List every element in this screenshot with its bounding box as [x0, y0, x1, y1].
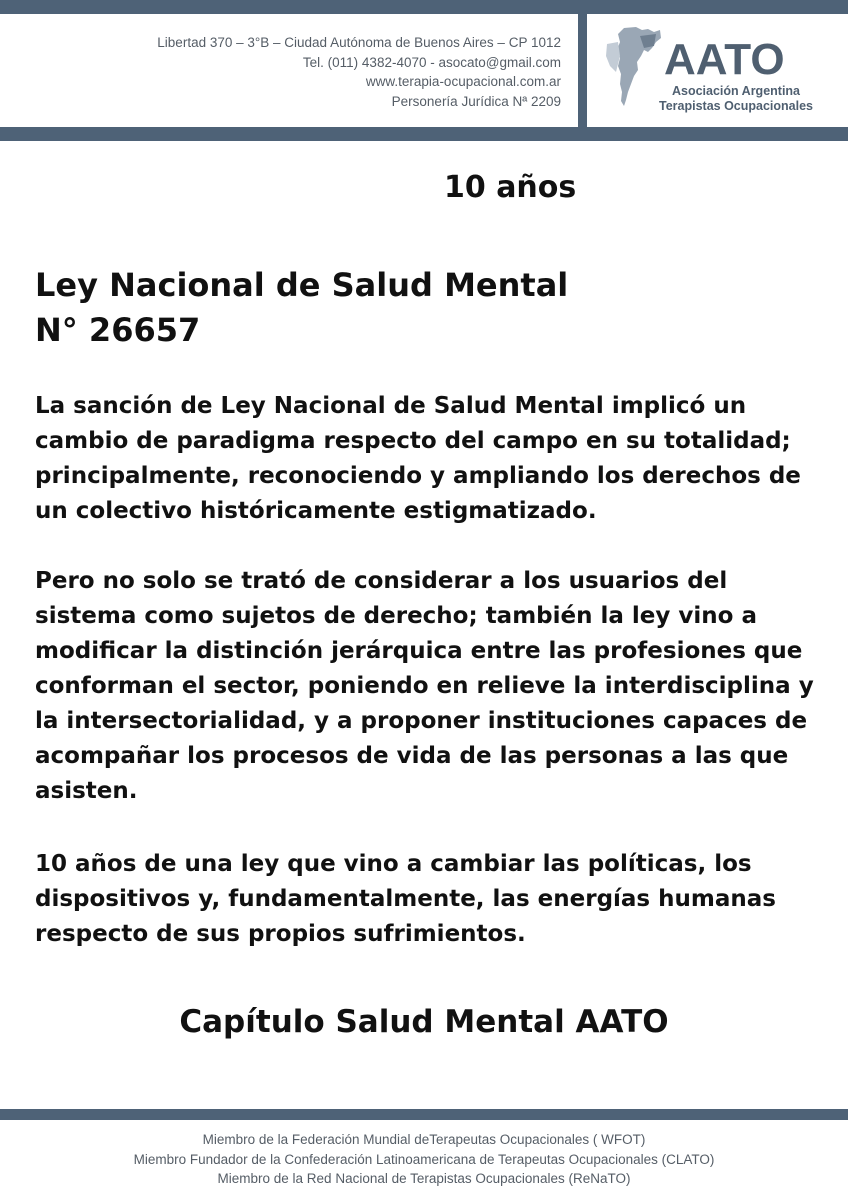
paragraph-line: sistema como sujetos de derecho; también la ley vino a — [35, 603, 757, 629]
header-divider — [578, 14, 587, 127]
footer-memberships — [0, 1130, 848, 1189]
aato-logo — [604, 26, 824, 116]
membership-wfot: Miembro de la Federación Mundial deTerapeutas Ocupacionales ( WFOT) — [202, 1132, 646, 1147]
paragraph-line: cambio de paradigma respecto del campo en su totalidad; — [35, 428, 791, 454]
paragraph-line: La sanción de Ley Nacional de Salud Mental implicó un — [35, 393, 747, 419]
top-band — [0, 0, 848, 14]
paragraph-line: un colectivo históricamente estigmatizado. — [35, 498, 597, 524]
law-number: N° 26657 — [35, 311, 201, 349]
paragraph-line: modificar la distinción jerárquica entre las profesiones que — [35, 638, 803, 664]
membership-renato: Miembro de la Red Nacional de Terapistas Ocupacionales (ReNaTO) — [217, 1171, 631, 1186]
footer-band — [0, 1109, 848, 1120]
paragraph-line: 10 años de una ley que vino a cambiar las políticas, los — [35, 851, 752, 877]
logo-subtitle-line: Asociación Argentina — [671, 84, 801, 98]
logo-subtitle-line: Terapistas Ocupacionales — [659, 99, 813, 113]
paragraph-line: asisten. — [35, 778, 138, 804]
paragraph-line: dispositivos y, fundamentalmente, las energías humanas — [35, 886, 776, 912]
logo-acronym: AATO — [664, 35, 785, 84]
membership-clato: Miembro Fundador de la Confederación Latinoamericana de Terapeutas Ocupacionales (CLATO) — [133, 1151, 715, 1167]
paragraph-line: Pero no solo se trató de considerar a los usuarios del — [35, 568, 728, 594]
logo-subtitle — [648, 84, 824, 114]
anniversary-heading: 10 años — [444, 170, 577, 205]
contact-legal-registration: Personería Jurídica Nª 2209 — [391, 93, 561, 109]
contact-website: www.terapia-ocupacional.com.ar — [365, 74, 561, 89]
paragraph-1 — [35, 389, 801, 529]
paragraph-line: conforman el sector, poniendo en relieve la interdisciplina y — [35, 673, 814, 699]
law-title — [35, 263, 568, 353]
paragraph-line: principalmente, reconociendo y ampliando los derechos de — [35, 463, 801, 489]
law-title-line: Ley Nacional de Salud Mental — [35, 266, 569, 304]
contact-info — [157, 33, 561, 111]
letterhead — [0, 14, 848, 127]
paragraph-3 — [35, 847, 776, 952]
contact-address: Libertad 370 – 3°B – Ciudad Autónoma de Buenos Aires – CP 1012 — [157, 35, 561, 50]
header-band — [0, 127, 848, 141]
paragraph-line: respecto de sus propios sufrimientos. — [35, 921, 526, 947]
contact-phone-email: Tel. (011) 4382-4070 - asocato@gmail.com — [302, 54, 561, 70]
paragraph-line: la intersectorialidad, y a proponer instituciones capaces de — [35, 708, 808, 734]
paragraph-line: acompañar los procesos de vida de las personas a las que — [35, 743, 789, 769]
signature: Capítulo Salud Mental AATO — [179, 1004, 669, 1040]
paragraph-2 — [35, 564, 814, 809]
